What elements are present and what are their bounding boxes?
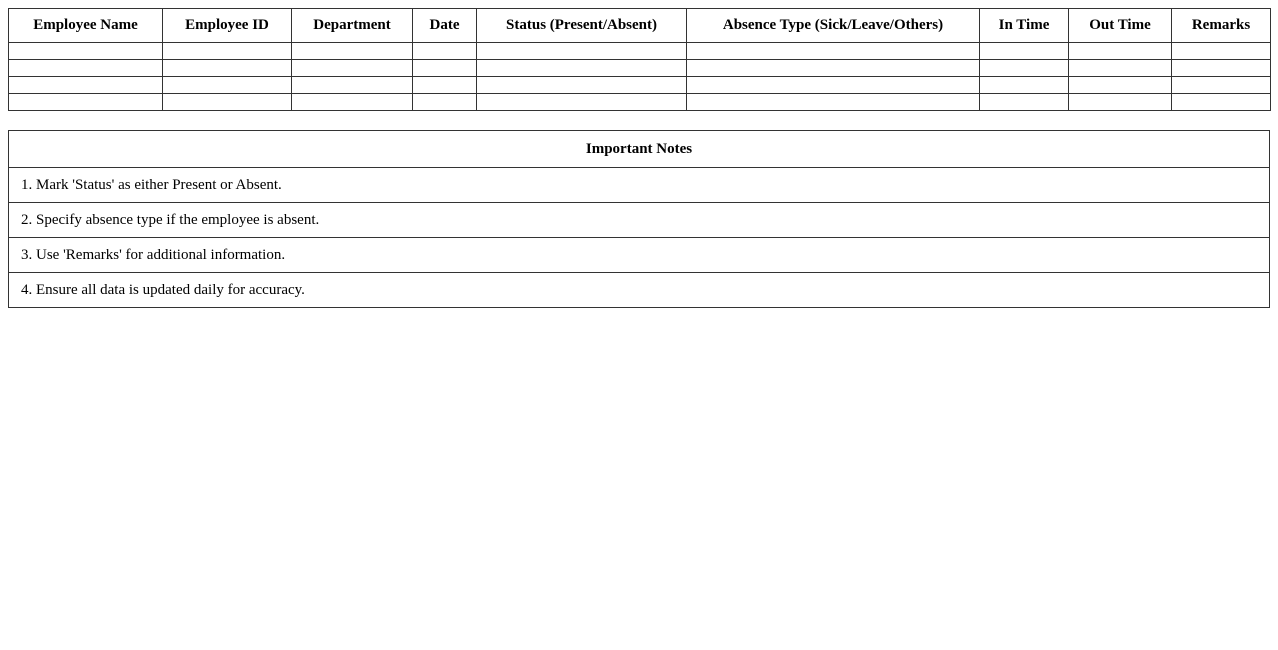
cell-remarks[interactable] [1172,94,1271,111]
note-row [9,238,1270,273]
cell-date[interactable] [413,60,477,77]
table-row [9,43,1271,60]
cell-remarks[interactable] [1172,77,1271,94]
cell-employee-name[interactable] [9,43,163,60]
column-header-department: Department [292,9,413,43]
cell-employee-name[interactable] [9,77,163,94]
column-header-in-time: In Time [980,9,1069,43]
column-header-remarks: Remarks [1172,9,1271,43]
cell-out-time[interactable] [1069,77,1172,94]
column-header-date: Date [413,9,477,43]
cell-absence-type[interactable] [687,43,980,60]
column-header-employee-name: Employee Name [9,9,163,43]
column-header-out-time: Out Time [1069,9,1172,43]
cell-employee-name[interactable] [9,60,163,77]
note-item: 3. Use 'Remarks' for additional information. [9,238,1270,273]
attendance-table [8,8,1271,111]
cell-employee-id[interactable] [163,94,292,111]
cell-employee-name[interactable] [9,94,163,111]
note-item: 1. Mark 'Status' as either Present or Absent. [9,168,1270,203]
cell-date[interactable] [413,94,477,111]
note-row [9,203,1270,238]
cell-in-time[interactable] [980,43,1069,60]
table-row [9,77,1271,94]
cell-department[interactable] [292,77,413,94]
cell-employee-id[interactable] [163,43,292,60]
cell-department[interactable] [292,43,413,60]
attendance-header-row [9,9,1271,43]
notes-header-row [9,131,1270,168]
cell-department[interactable] [292,60,413,77]
cell-date[interactable] [413,43,477,60]
cell-absence-type[interactable] [687,94,980,111]
cell-out-time[interactable] [1069,43,1172,60]
cell-status[interactable] [477,60,687,77]
table-row [9,94,1271,111]
column-header-status: Status (Present/Absent) [477,9,687,43]
cell-department[interactable] [292,94,413,111]
cell-in-time[interactable] [980,94,1069,111]
column-header-employee-id: Employee ID [163,9,292,43]
cell-status[interactable] [477,43,687,60]
cell-remarks[interactable] [1172,43,1271,60]
column-header-absence-type: Absence Type (Sick/Leave/Others) [687,9,980,43]
cell-status[interactable] [477,77,687,94]
note-item: 4. Ensure all data is updated daily for accuracy. [9,273,1270,308]
cell-absence-type[interactable] [687,77,980,94]
notes-title: Important Notes [9,131,1270,168]
cell-status[interactable] [477,94,687,111]
cell-out-time[interactable] [1069,94,1172,111]
cell-employee-id[interactable] [163,77,292,94]
cell-absence-type[interactable] [687,60,980,77]
cell-remarks[interactable] [1172,60,1271,77]
note-row [9,168,1270,203]
cell-in-time[interactable] [980,77,1069,94]
table-row [9,60,1271,77]
cell-out-time[interactable] [1069,60,1172,77]
cell-employee-id[interactable] [163,60,292,77]
cell-date[interactable] [413,77,477,94]
note-row [9,273,1270,308]
cell-in-time[interactable] [980,60,1069,77]
important-notes-table [8,130,1270,308]
page-content [8,8,1270,308]
note-item: 2. Specify absence type if the employee is absent. [9,203,1270,238]
